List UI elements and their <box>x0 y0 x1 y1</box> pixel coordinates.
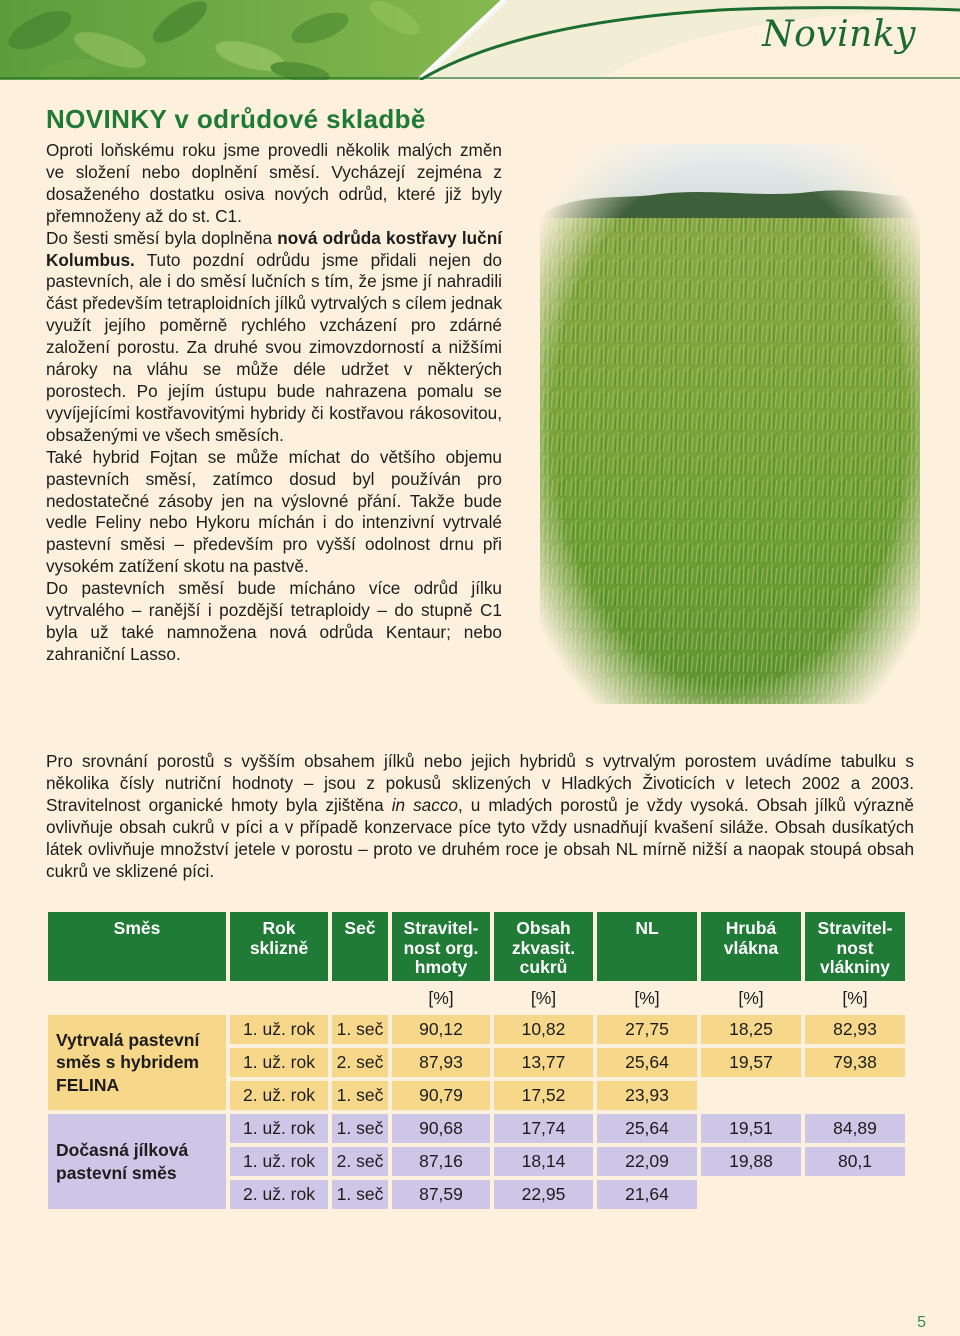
header-band <box>0 0 960 80</box>
unit-label: [%] <box>428 987 454 1008</box>
crude-protein-cell: 23,93 <box>597 1081 697 1110</box>
bold-variety-name: nová odrůda kostřavy luční Kolumbus. <box>46 227 502 270</box>
paragraph <box>46 750 914 882</box>
column-header: Stravitel- nost org. hmoty <box>392 912 490 981</box>
sugar-content-cell: 18,14 <box>494 1147 593 1176</box>
fiber-digestibility-cell <box>805 1180 905 1209</box>
lead-text <box>46 140 502 666</box>
unit-label: [%] <box>738 987 764 1008</box>
om-digestibility-cell: 87,16 <box>392 1147 490 1176</box>
sugar-content-cell: 17,74 <box>494 1114 593 1143</box>
paragraph <box>46 228 502 447</box>
column-header: Stravitel- nost vlákniny <box>805 912 905 981</box>
harvest-year-cell: 2. už. rok <box>230 1081 328 1110</box>
paragraph: Oproti loňskému roku jsme provedli několik malých změn ve složení nebo doplnění směsí. Vycházejí zejména z dosaženého dostatku osiva nových odrůd, které již byly přemnoženy až do st. C1. <box>46 140 502 226</box>
harvest-year-cell: 1. už. rok <box>230 1015 328 1044</box>
harvest-year-cell: 2. už. rok <box>230 1180 328 1209</box>
article-headline: NOVINKY v odrůdové skladbě <box>46 104 426 134</box>
page-number: 5 <box>917 1314 926 1331</box>
fiber-digestibility-cell: 79,38 <box>805 1048 905 1077</box>
units-row <box>48 985 905 1011</box>
crude-fiber-cell: 19,57 <box>701 1048 801 1077</box>
column-header: Směs <box>48 912 226 981</box>
fiber-digestibility-cell: 80,1 <box>805 1147 905 1176</box>
mix-group-name: Dočasná jílková pastevní směs <box>48 1114 226 1209</box>
om-digestibility-cell: 87,59 <box>392 1180 490 1209</box>
om-digestibility-cell: 90,79 <box>392 1081 490 1110</box>
crude-protein-cell: 27,75 <box>597 1015 697 1044</box>
cut-cell: 1. seč <box>332 1015 388 1044</box>
om-digestibility-cell: 90,12 <box>392 1015 490 1044</box>
text-span: Tuto pozdní odrůdu jsme přidali nejen do pastevních, ale i do směsí lučních s tím, že jsme jí nahradili část především tetraploidních jílků vytrvalých s cílem jednak využít jejího poměrně rychlého vzcházení pro zdárné založení porostu. Za druhé svou zimovzdorností a nižšími nároky na vláhu se může déle udržet v některých porostech. Po jejím ústupu bude nahrazena pomalu se vyvíjejícími kostřavovitými hybridy či kostřavou rákosovitou, obsaženými ve všech směsích. <box>46 249 502 445</box>
om-digestibility-cell: 90,68 <box>392 1114 490 1143</box>
crude-fiber-cell <box>701 1180 801 1209</box>
harvest-year-cell: 1. už. rok <box>230 1048 328 1077</box>
fiber-digestibility-cell: 84,89 <box>805 1114 905 1143</box>
column-header: Obsah zkvasit. cukrů <box>494 912 593 981</box>
cut-cell: 2. seč <box>332 1048 388 1077</box>
table-row <box>48 1015 905 1044</box>
text-span: Pro srovnání porostů s vyšším obsahem jílků nebo jejich hybridů s vytrvalým porostem uvádíme tabulku s několika čísly nutriční hodnoty – jsou z pokusů sklizených v Hladkých Životicích v letech 2002 a 2003. Stravitelnost organické hmoty byla zjištěna <box>46 751 914 815</box>
table-intro-text <box>46 750 914 882</box>
paragraph: Do pastevních směsí bude mícháno více odrůd jílku vytrvalého – ranější i pozdější tetraploidy – do stupně C1 byla už také namnožena nová odrůda Kentaur; nebo zahraniční Lasso. <box>46 578 502 664</box>
unit-label: [%] <box>842 987 868 1008</box>
cut-cell: 1. seč <box>332 1114 388 1143</box>
crude-protein-cell: 22,09 <box>597 1147 697 1176</box>
unit-label: [%] <box>634 987 660 1008</box>
column-header: NL <box>597 912 697 981</box>
table-header-row <box>48 912 905 981</box>
crude-fiber-cell: 19,51 <box>701 1114 801 1143</box>
crude-fiber-cell: 19,88 <box>701 1147 801 1176</box>
grass-field-photo <box>540 144 920 704</box>
nutrition-table <box>46 908 916 1213</box>
column-header: Hrubá vlákna <box>701 912 801 981</box>
om-digestibility-cell: 87,93 <box>392 1048 490 1077</box>
sugar-content-cell: 10,82 <box>494 1015 593 1044</box>
empty-cell <box>48 985 226 1011</box>
text-span: , u mladých porostů je vždy vysoká. Obsah jílků výrazně ovlivňuje obsah cukrů v píci a v případě konzervace píce tyto vždy usnadňují kvašení siláže. Obsah dusíkatých látek ovlivňuje množství jetele v porostu – proto ve druhém roce je obsah NL mírně nižší a naopak stoupá obsah cukrů ve sklizené píci. <box>46 795 914 881</box>
empty-cell <box>230 985 328 1011</box>
sugar-content-cell: 13,77 <box>494 1048 593 1077</box>
harvest-year-cell: 1. už. rok <box>230 1147 328 1176</box>
crude-fiber-cell: 18,25 <box>701 1015 801 1044</box>
harvest-year-cell: 1. už. rok <box>230 1114 328 1143</box>
crude-protein-cell: 21,64 <box>597 1180 697 1209</box>
cut-cell: 2. seč <box>332 1147 388 1176</box>
column-header: Seč <box>332 912 388 981</box>
empty-cell <box>332 985 388 1011</box>
fiber-digestibility-cell <box>805 1081 905 1110</box>
mix-group-name: Vytrvalá pastevní směs s hybridem FELINA <box>48 1015 226 1110</box>
sugar-content-cell: 17,52 <box>494 1081 593 1110</box>
sugar-content-cell: 22,95 <box>494 1180 593 1209</box>
unit-label: [%] <box>530 987 557 1008</box>
crude-protein-cell: 25,64 <box>597 1114 697 1143</box>
table-row <box>48 1114 905 1143</box>
cut-cell: 1. seč <box>332 1180 388 1209</box>
italic-term: in sacco <box>391 795 458 815</box>
crude-fiber-cell <box>701 1081 801 1110</box>
text-span: Do šesti směsí byla doplněna <box>46 227 278 248</box>
crude-protein-cell: 25,64 <box>597 1048 697 1077</box>
paragraph: Také hybrid Fojtan se může míchat do většího objemu pastevních směsí, zatímco dosud byl používán pro nedostatečné zásoby jen na výslovné přání. Takže bude vedle Feliny nebo Hykoru míchán i do intenzivní vytrvalé pastevní směsi – především pro vyšší odolnost drnu při vysokém zatížení skotu na pastvě. <box>46 446 502 577</box>
column-header: Rok sklizně <box>230 912 328 981</box>
section-title: Novinky <box>762 14 916 55</box>
fiber-digestibility-cell: 82,93 <box>805 1015 905 1044</box>
cut-cell: 1. seč <box>332 1081 388 1110</box>
